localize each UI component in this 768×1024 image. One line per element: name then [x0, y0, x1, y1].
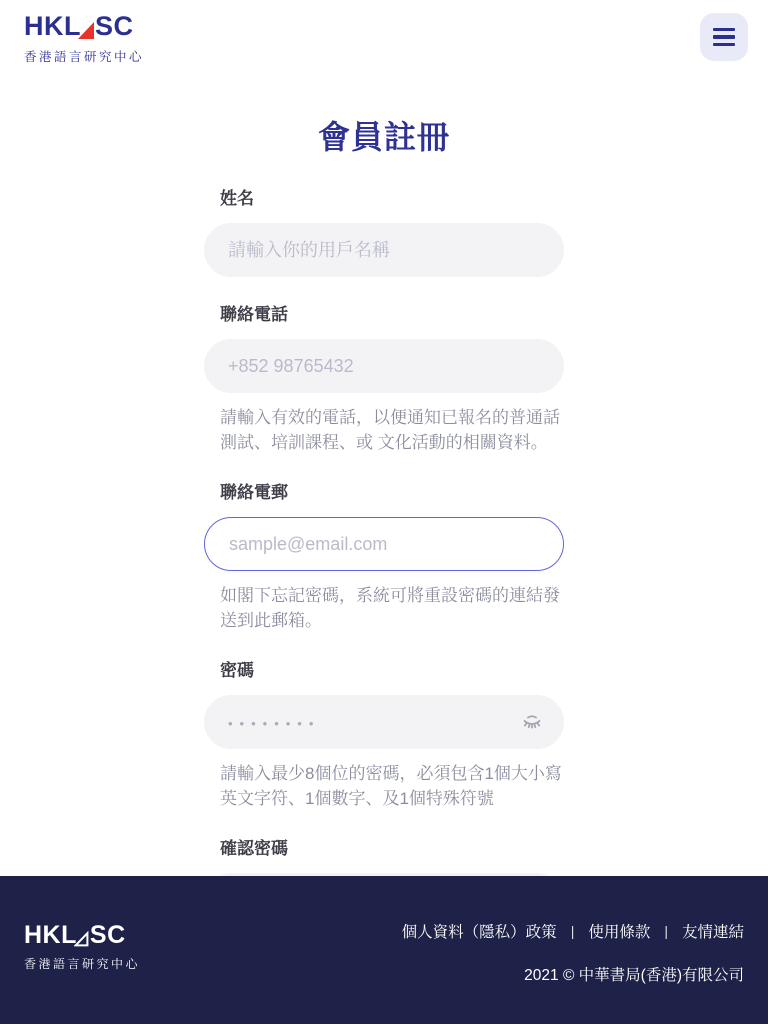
password-field-group	[204, 659, 564, 811]
email-helper-text: 如閣下忘記密碼，系統可將重設密碼的連結發送到此郵箱。	[220, 586, 560, 630]
footer-logo-text-sc: SC	[89, 921, 126, 949]
eye-closed-icon	[520, 710, 544, 734]
password-visibility-toggle[interactable]	[516, 706, 548, 738]
hklsc-logo	[24, 13, 144, 65]
logo-text-sc: SC	[95, 11, 134, 41]
phone-field-group	[204, 303, 564, 455]
email-label: 聯絡電郵	[220, 483, 288, 502]
confirm-password-label: 確認密碼	[220, 839, 288, 858]
footer-logo-text-l: L	[61, 921, 77, 949]
password-label: 密碼	[220, 661, 254, 680]
registration-form	[204, 187, 564, 927]
footer-link-friendly-links[interactable]: 友情連結	[681, 924, 744, 941]
logo-triangle-icon	[78, 22, 94, 39]
footer-link-separator: |	[664, 923, 668, 939]
footer-logo-text-hk: HK	[24, 921, 62, 949]
hamburger-icon	[713, 28, 735, 31]
menu-button[interactable]	[700, 13, 748, 61]
name-input[interactable]	[204, 223, 564, 277]
password-input[interactable]	[204, 695, 564, 749]
logo-subtitle: 香港語言研究中心	[24, 50, 145, 64]
email-input[interactable]	[204, 517, 564, 571]
logo-text-l: L	[64, 11, 81, 41]
footer-hklsc-logo	[24, 923, 140, 972]
footer	[0, 876, 768, 1024]
logo-text-hk: HK	[24, 11, 64, 41]
name-field-group	[204, 187, 564, 277]
footer-logo-triangle-icon	[74, 931, 89, 947]
footer-copyright: 2021 © 中華書局(香港)有限公司	[524, 967, 744, 984]
phone-label: 聯絡電話	[220, 305, 288, 324]
footer-logo-subtitle: 香港語言研究中心	[24, 957, 141, 971]
footer-links	[402, 920, 744, 942]
phone-input[interactable]	[204, 339, 564, 393]
footer-right	[402, 920, 744, 985]
email-field-group	[204, 481, 564, 633]
footer-link-privacy-policy[interactable]: 個人資料（隱私）政策	[401, 924, 557, 941]
password-helper-text: 請輸入最少8個位的密碼，必須包含1個大小寫英文字符、1個數字、及1個特殊符號	[220, 764, 562, 808]
name-label: 姓名	[220, 189, 254, 208]
footer-link-separator: |	[570, 923, 575, 939]
footer-link-terms-of-use[interactable]: 使用條款	[588, 924, 651, 941]
header	[0, 0, 768, 74]
phone-helper-text: 請輸入有效的電話，以便通知已報名的普通話測試、培訓課程、或 文化活動的相關資料。	[220, 408, 560, 452]
page-title: 會員註冊	[317, 119, 450, 155]
